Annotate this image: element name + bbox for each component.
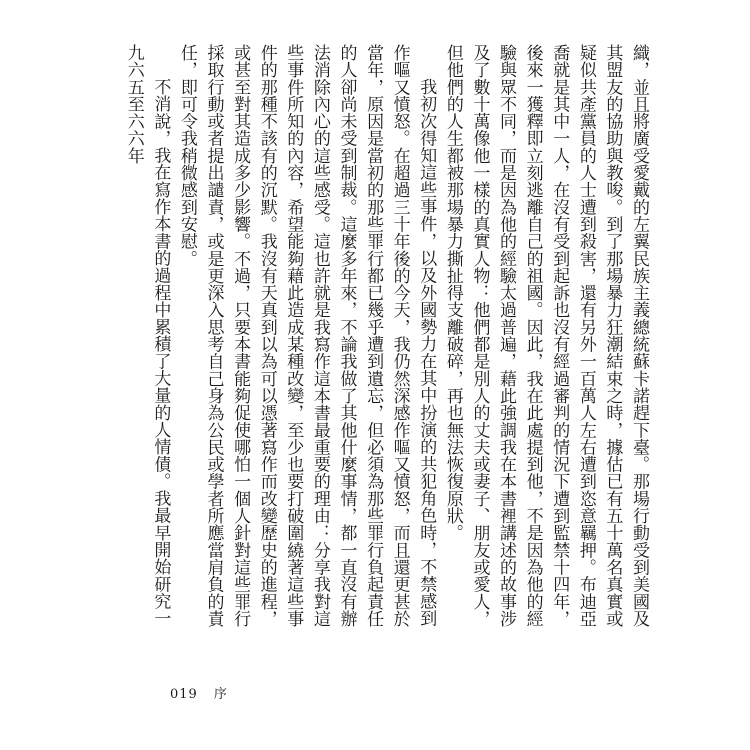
paragraph-2: 我初次得知這些事件，以及外國勢力在其中扮演的共犯角色時，不禁感到作嘔又憤怒。在超過三十年後的今天，我仍然深感作嘔又憤怒，而且還更甚於當年，原因是當初的那些罪行都已幾乎遭到遺忘，但必須為那些罪行負起責任的人卻尚未受到制裁。這麼多年來，不論我做了其他什麼事情，都一直沒有辦法消除內心的這些感受。這也許就是我寫作這本書最重要的理由：分享我對這些事件所知的內容，希望能夠藉此造成某種改變，至少也要打破圍繞著這些事件的那種不該有的沉默。我沒有天真到以為可以憑著寫作而改變歷史的進程，或甚至對其造成多少影響。不過，只要本書能夠促使哪怕一個人針對這些罪行採取行動或者提出譴責，或是更深入思考自己身為公民或學者所應當肩負的責任，即可令我稍微感到安慰。 [176,44,437,628]
paragraph-1: 織，並且將廣受愛戴的左翼民族主義總統蘇卡諾趕下臺。那場行動受到美國及其盟友的協助與教唆。到了那場暴力狂潮結束之時，據估已有五十萬名真實或疑似共產黨員的人士遭到殺害，還有另外一百萬人左右遭到恣意羈押。布迪亞喬就是其中一人，在沒有受到起訴也沒有經過審判的情況下遭到監禁十四年，後來一獲釋即立刻逃離自己的祖國。因此，我在此處提到他，不是因為他的經驗與眾不同，而是因為他的經驗太過普遍，藉此強調我在本書裡講述的故事涉及了數十萬像他一樣的真實人物：他們都是別人的丈夫或妻子、朋友或愛人，但他們的人生都被那場暴力撕扯得支離破碎，再也無法恢復原狀。 [442,44,649,628]
body-text [96,44,652,630]
paragraph-3: 不消說，我在寫作本書的過程中累積了大量的人情債。我最早開始研究一九六五至六六年 [123,44,171,627]
section-title: 序 [213,687,228,702]
page-number: 019 [170,687,198,702]
page-footer [170,683,228,702]
